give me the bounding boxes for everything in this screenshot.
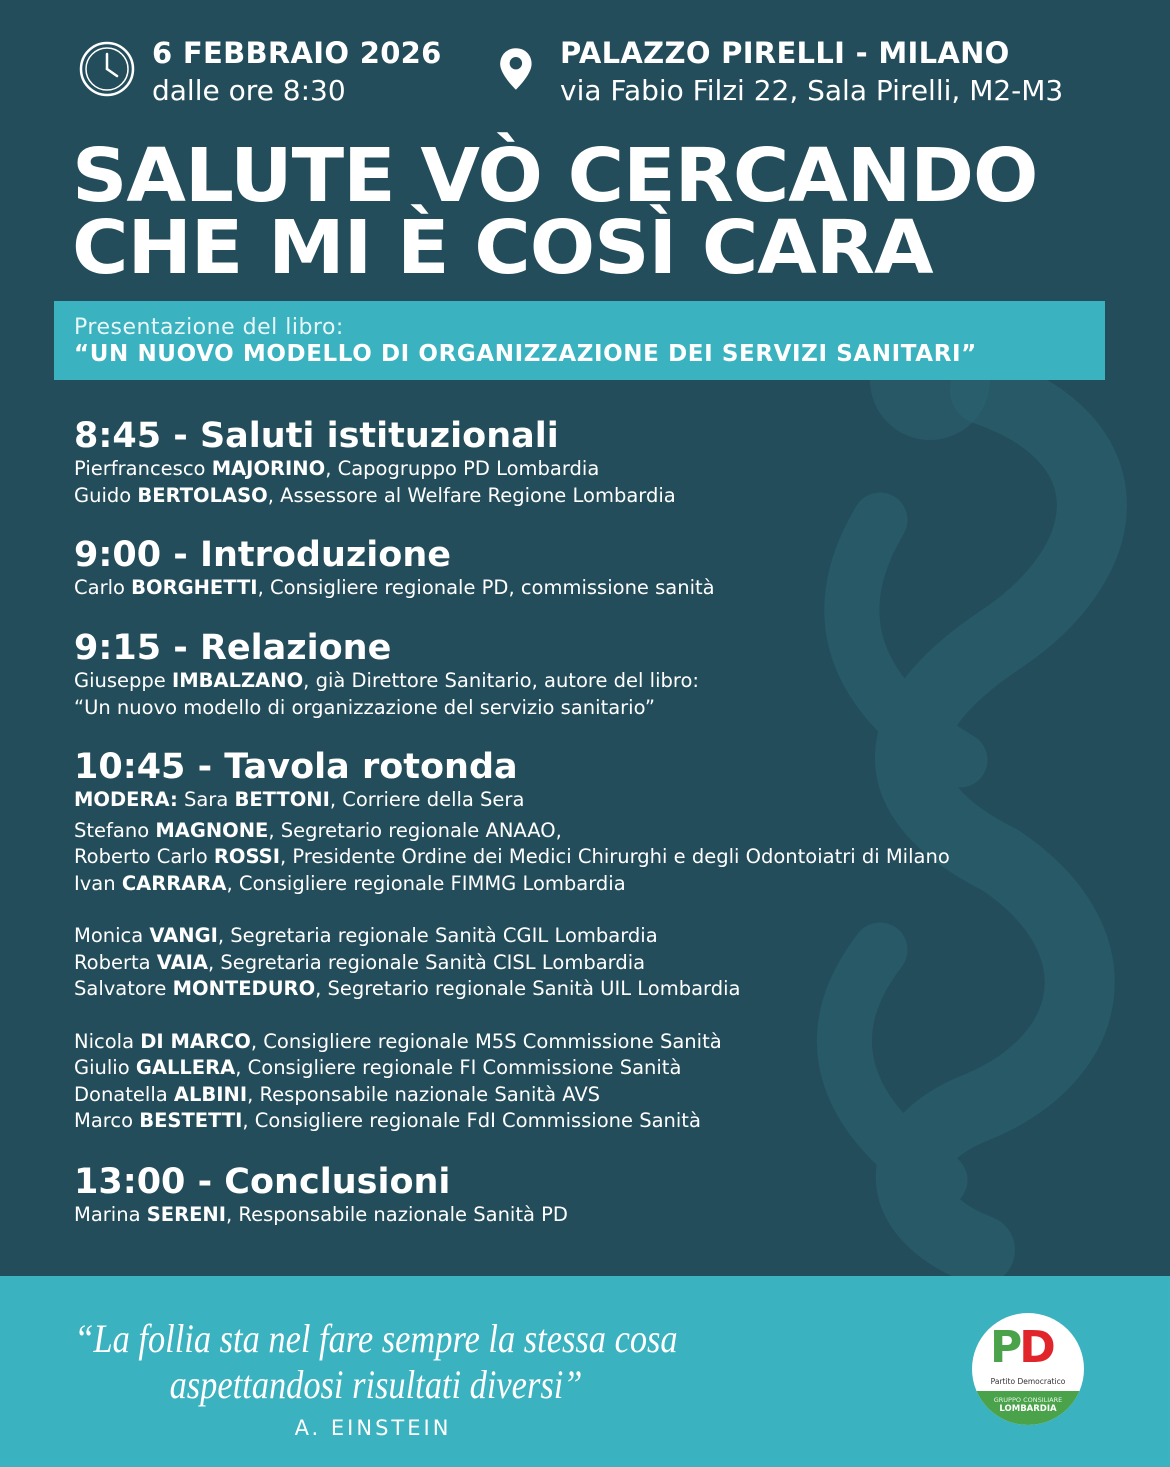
section-title: 8:45 - Saluti istituzionali: [74, 416, 559, 456]
speaker-first-name: Donatella: [74, 1082, 168, 1106]
speaker-row: [74, 818, 1134, 845]
event-title: [72, 133, 1132, 291]
speaker-last-name: VAIA: [156, 950, 209, 974]
event-title-line-1: SALUTE VÒ CERCANDO: [72, 133, 1038, 219]
book-banner: [54, 301, 1105, 380]
speaker-role: , Capogruppo PD Lombardia: [325, 457, 600, 480]
quote-author: A. EINSTEIN: [294, 1416, 452, 1440]
section-title: 13:00 - Conclusioni: [74, 1162, 451, 1202]
speaker-last-name: BORGHETTI: [131, 576, 258, 599]
speaker-role: , Responsabile nazionale Sanità AVS: [247, 1082, 601, 1106]
speaker-first-name: Ivan: [74, 871, 116, 895]
speaker-role: , Responsabile nazionale Sanità PD: [226, 1203, 568, 1226]
speaker-last-name: BESTETTI: [139, 1109, 243, 1132]
pd-logo-group: GRUPPO CONSILIARE: [993, 1396, 1063, 1404]
speaker-first-name: Pierfrancesco: [74, 457, 206, 480]
speaker-first-name: Stefano: [74, 818, 150, 842]
speaker-role: , Segretario regionale Sanità UIL Lombardia: [315, 977, 741, 1000]
speaker-role: , Segretario regionale ANAAO,: [268, 818, 562, 842]
speaker-last-name: MAJORINO: [211, 457, 326, 480]
book-quote: “Un nuovo modello di organizzazione del servizio sanitario”: [74, 695, 655, 719]
speaker-last-name: IMBALZANO: [172, 669, 304, 692]
speaker-role: , Presidente Ordine dei Medici Chirurghi e degli Odontoiatri di Milano: [279, 845, 950, 868]
speaker-last-name: MAGNONE: [155, 818, 269, 842]
location-pin-icon: [496, 40, 544, 98]
speaker-first-name: Marco: [74, 1109, 134, 1132]
section-title: 9:00 - Introduzione: [74, 535, 451, 575]
speaker-row: [74, 923, 1134, 950]
speaker-role: , Consigliere regionale M5S Commissione Sanità: [250, 1029, 722, 1053]
speaker-row: [74, 456, 1134, 483]
speaker-first-name: Nicola: [74, 1029, 135, 1053]
pd-logo-band: [972, 1391, 1084, 1425]
speaker-role: , Corriere della Sera: [329, 788, 525, 811]
speaker-last-name: ROSSI: [213, 845, 280, 868]
speaker-last-name: VANGI: [149, 924, 218, 947]
speaker-last-name: MONTEDURO: [172, 977, 316, 1000]
moderator-label: MODERA:: [74, 788, 178, 811]
book-label: Presentazione del libro:: [74, 315, 344, 340]
speaker-first-name: Giulio: [74, 1056, 130, 1079]
quote-line-1: “La follia sta nel fare sempre la stessa cosa: [74, 1316, 678, 1361]
speaker-last-name: BETTONI: [234, 788, 330, 811]
speaker-role: , già Direttore Sanitario, autore del libro:: [303, 669, 699, 692]
speaker-last-name: SERENI: [146, 1203, 227, 1226]
event-address: via Fabio Filzi 22, Sala Pirelli, M2-M3: [560, 74, 1064, 107]
speaker-last-name: GALLERA: [135, 1056, 236, 1079]
speaker-first-name: Salvatore: [74, 977, 167, 1000]
agenda-section-round-table: [74, 747, 1134, 1135]
agenda-section-conclusions: [74, 1162, 1134, 1229]
speaker-last-name: DI MARCO: [140, 1029, 251, 1053]
speaker-row: [74, 844, 1134, 871]
agenda-section-report: [74, 628, 1134, 721]
pd-logo-party-name: Partito Democratico: [990, 1377, 1066, 1386]
speaker-last-name: ALBINI: [173, 1082, 248, 1106]
section-title: 9:15 - Relazione: [74, 628, 392, 668]
clock-icon: [78, 40, 136, 98]
speaker-role: , Segretaria regionale Sanità CISL Lombardia: [208, 950, 646, 974]
section-title: 10:45 - Tavola rotonda: [74, 747, 518, 787]
speaker-first-name: Roberto Carlo: [74, 845, 208, 868]
event-date-block: [78, 34, 442, 110]
moderator-row: [74, 787, 1134, 814]
event-venue: PALAZZO PIRELLI - MILANO: [560, 36, 1010, 70]
pd-logo-region: LOMBARDIA: [999, 1404, 1057, 1414]
speaker-row: [74, 483, 1134, 510]
speaker-role: , Consigliere regionale PD, commissione sanità: [257, 576, 715, 599]
pd-logo-mark: [990, 1323, 1053, 1373]
event-info-bar: [78, 34, 1128, 114]
speaker-role: , Segretaria regionale Sanità CGIL Lombardia: [217, 924, 658, 947]
speaker-role: , Consigliere regionale FIMMG Lombardia: [226, 871, 626, 895]
speaker-role: , Assessore al Welfare Regione Lombardia: [267, 483, 676, 507]
event-time: dalle ore 8:30: [152, 74, 346, 107]
event-venue-block: [496, 34, 1063, 110]
agenda-section-greetings: [74, 416, 1134, 509]
speaker-row: [74, 871, 1134, 898]
speaker-row: [74, 1108, 1134, 1135]
speaker-row: [74, 1055, 1134, 1082]
speaker-row: [74, 1082, 1134, 1109]
speaker-row: [74, 1202, 1134, 1229]
speaker-first-name: Guido: [74, 483, 132, 507]
speaker-first-name: Monica: [74, 924, 144, 947]
speaker-first-name: Sara: [183, 788, 229, 811]
speaker-first-name: Giuseppe: [74, 669, 166, 692]
speaker-row: [74, 575, 1134, 602]
einstein-quote: [53, 1316, 700, 1408]
book-title: “UN NUOVO MODELLO DI ORGANIZZAZIONE DEI SERVIZI SANITARI”: [74, 341, 977, 367]
speaker-row: [74, 1029, 1134, 1056]
speaker-last-name: CARRARA: [121, 871, 227, 895]
speaker-role: , Consigliere regionale FdI Commissione Sanità: [242, 1109, 701, 1132]
quote-line-2: aspettandosi risultati diversi”: [169, 1362, 583, 1407]
pd-logo-letter-p: P: [990, 1322, 1020, 1373]
speaker-row: [74, 976, 1134, 1003]
event-title-line-2: CHE MI È COSÌ CARA: [72, 205, 933, 291]
agenda-section-introduction: [74, 535, 1134, 602]
speaker-row: [74, 668, 1134, 695]
pd-logo-letter-d: D: [1019, 1322, 1053, 1373]
speaker-last-name: BERTOLASO: [137, 483, 268, 507]
event-date: 6 FEBBRAIO 2026: [152, 36, 442, 70]
speaker-first-name: Roberta: [74, 950, 151, 974]
speaker-first-name: Carlo: [74, 576, 125, 599]
speaker-role: , Consigliere regionale FI Commissione Sanità: [235, 1056, 682, 1079]
speaker-row: [74, 950, 1134, 977]
pd-logo: [972, 1313, 1084, 1425]
speaker-first-name: Marina: [74, 1203, 141, 1226]
